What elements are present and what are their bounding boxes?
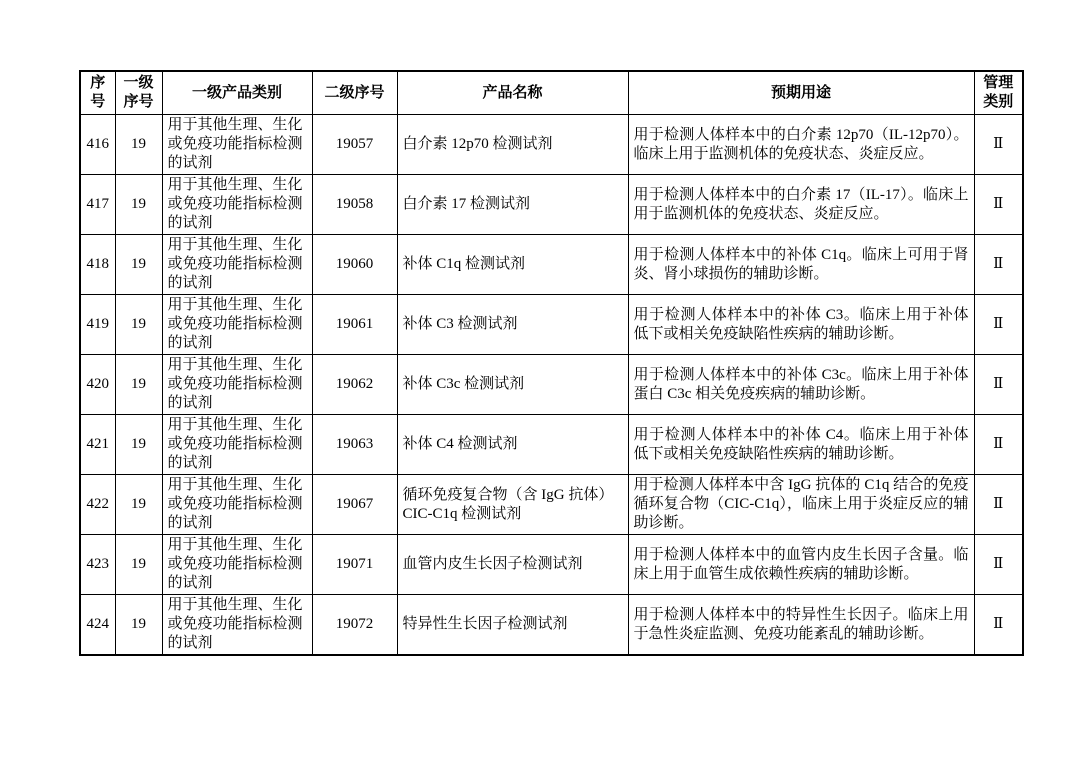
table-row xyxy=(80,535,1023,595)
cell-level1-category: 用于其他生理、生化或免疫功能指标检测的试剂 xyxy=(162,355,312,415)
cell-mgmt-class: Ⅱ xyxy=(974,535,1023,595)
cell-serial: 424 xyxy=(80,595,115,656)
cell-serial: 416 xyxy=(80,115,115,175)
cell-level1-serial: 19 xyxy=(115,475,162,535)
cell-level1-serial: 19 xyxy=(115,535,162,595)
cell-level2-serial: 19061 xyxy=(312,295,397,355)
table-row xyxy=(80,415,1023,475)
cell-level1-category: 用于其他生理、生化或免疫功能指标检测的试剂 xyxy=(162,295,312,355)
table-row xyxy=(80,115,1023,175)
cell-product-name: 补体 C1q 检测试剂 xyxy=(397,235,628,295)
cell-level1-category: 用于其他生理、生化或免疫功能指标检测的试剂 xyxy=(162,235,312,295)
cell-level2-serial: 19062 xyxy=(312,355,397,415)
cell-level2-serial: 19060 xyxy=(312,235,397,295)
cell-product-name: 特异性生长因子检测试剂 xyxy=(397,595,628,656)
cell-level2-serial: 19067 xyxy=(312,475,397,535)
cell-serial: 423 xyxy=(80,535,115,595)
cell-level1-serial: 19 xyxy=(115,295,162,355)
cell-mgmt-class: Ⅱ xyxy=(974,115,1023,175)
cell-mgmt-class: Ⅱ xyxy=(974,235,1023,295)
cell-intended-use: 用于检测人体样本中的补体 C3c。临床上用于补体蛋白 C3c 相关免疫疾病的辅助诊断。 xyxy=(628,355,974,415)
cell-level2-serial: 19058 xyxy=(312,175,397,235)
cell-product-name: 白介素 17 检测试剂 xyxy=(397,175,628,235)
cell-mgmt-class: Ⅱ xyxy=(974,355,1023,415)
table-row xyxy=(80,595,1023,656)
cell-product-name: 血管内皮生长因子检测试剂 xyxy=(397,535,628,595)
table-row xyxy=(80,295,1023,355)
cell-mgmt-class: Ⅱ xyxy=(974,595,1023,656)
cell-serial: 419 xyxy=(80,295,115,355)
cell-level1-serial: 19 xyxy=(115,115,162,175)
col-header-level2-serial: 二级序号 xyxy=(312,71,397,115)
cell-product-name: 循环免疫复合物（含 IgG 抗体）CIC-C1q 检测试剂 xyxy=(397,475,628,535)
cell-level1-serial: 19 xyxy=(115,235,162,295)
cell-level1-category: 用于其他生理、生化或免疫功能指标检测的试剂 xyxy=(162,115,312,175)
cell-product-name: 补体 C3c 检测试剂 xyxy=(397,355,628,415)
col-header-serial: 序号 xyxy=(80,71,115,115)
cell-intended-use: 用于检测人体样本中含 IgG 抗体的 C1q 结合的免疫循环复合物（CIC-C1q），临床上用于炎症反应的辅助诊断。 xyxy=(628,475,974,535)
table-row xyxy=(80,235,1023,295)
cell-mgmt-class: Ⅱ xyxy=(974,475,1023,535)
product-classification-table xyxy=(79,70,1024,656)
cell-intended-use: 用于检测人体样本中的特异性生长因子。临床上用于急性炎症监测、免疫功能紊乱的辅助诊断。 xyxy=(628,595,974,656)
table-row xyxy=(80,475,1023,535)
cell-level2-serial: 19063 xyxy=(312,415,397,475)
cell-level1-serial: 19 xyxy=(115,175,162,235)
cell-intended-use: 用于检测人体样本中的血管内皮生长因子含量。临床上用于血管生成依赖性疾病的辅助诊断。 xyxy=(628,535,974,595)
col-header-intended-use: 预期用途 xyxy=(628,71,974,115)
cell-mgmt-class: Ⅱ xyxy=(974,295,1023,355)
col-header-level1-serial: 一级序号 xyxy=(115,71,162,115)
cell-level1-serial: 19 xyxy=(115,595,162,656)
cell-level1-category: 用于其他生理、生化或免疫功能指标检测的试剂 xyxy=(162,475,312,535)
table-row xyxy=(80,175,1023,235)
cell-level2-serial: 19072 xyxy=(312,595,397,656)
cell-intended-use: 用于检测人体样本中的补体 C1q。临床上可用于肾炎、肾小球损伤的辅助诊断。 xyxy=(628,235,974,295)
table-row xyxy=(80,355,1023,415)
col-header-mgmt-class: 管理类别 xyxy=(974,71,1023,115)
table-header-row xyxy=(80,71,1023,115)
cell-serial: 420 xyxy=(80,355,115,415)
cell-serial: 418 xyxy=(80,235,115,295)
cell-mgmt-class: Ⅱ xyxy=(974,415,1023,475)
cell-serial: 417 xyxy=(80,175,115,235)
cell-intended-use: 用于检测人体样本中的白介素 17（IL-17）。临床上用于监测机体的免疫状态、炎症反应。 xyxy=(628,175,974,235)
cell-level1-serial: 19 xyxy=(115,415,162,475)
col-header-level1-category: 一级产品类别 xyxy=(162,71,312,115)
cell-mgmt-class: Ⅱ xyxy=(974,175,1023,235)
cell-product-name: 补体 C4 检测试剂 xyxy=(397,415,628,475)
cell-level2-serial: 19057 xyxy=(312,115,397,175)
cell-serial: 422 xyxy=(80,475,115,535)
cell-level1-category: 用于其他生理、生化或免疫功能指标检测的试剂 xyxy=(162,415,312,475)
cell-intended-use: 用于检测人体样本中的白介素 12p70（IL-12p70）。临床上用于监测机体的免疫状态、炎症反应。 xyxy=(628,115,974,175)
cell-level1-category: 用于其他生理、生化或免疫功能指标检测的试剂 xyxy=(162,535,312,595)
cell-level2-serial: 19071 xyxy=(312,535,397,595)
cell-intended-use: 用于检测人体样本中的补体 C3。临床上用于补体低下或相关免疫缺陷性疾病的辅助诊断。 xyxy=(628,295,974,355)
cell-level1-category: 用于其他生理、生化或免疫功能指标检测的试剂 xyxy=(162,175,312,235)
cell-level1-category: 用于其他生理、生化或免疫功能指标检测的试剂 xyxy=(162,595,312,656)
cell-level1-serial: 19 xyxy=(115,355,162,415)
col-header-product-name: 产品名称 xyxy=(397,71,628,115)
cell-serial: 421 xyxy=(80,415,115,475)
cell-product-name: 补体 C3 检测试剂 xyxy=(397,295,628,355)
cell-product-name: 白介素 12p70 检测试剂 xyxy=(397,115,628,175)
cell-intended-use: 用于检测人体样本中的补体 C4。临床上用于补体低下或相关免疫缺陷性疾病的辅助诊断。 xyxy=(628,415,974,475)
